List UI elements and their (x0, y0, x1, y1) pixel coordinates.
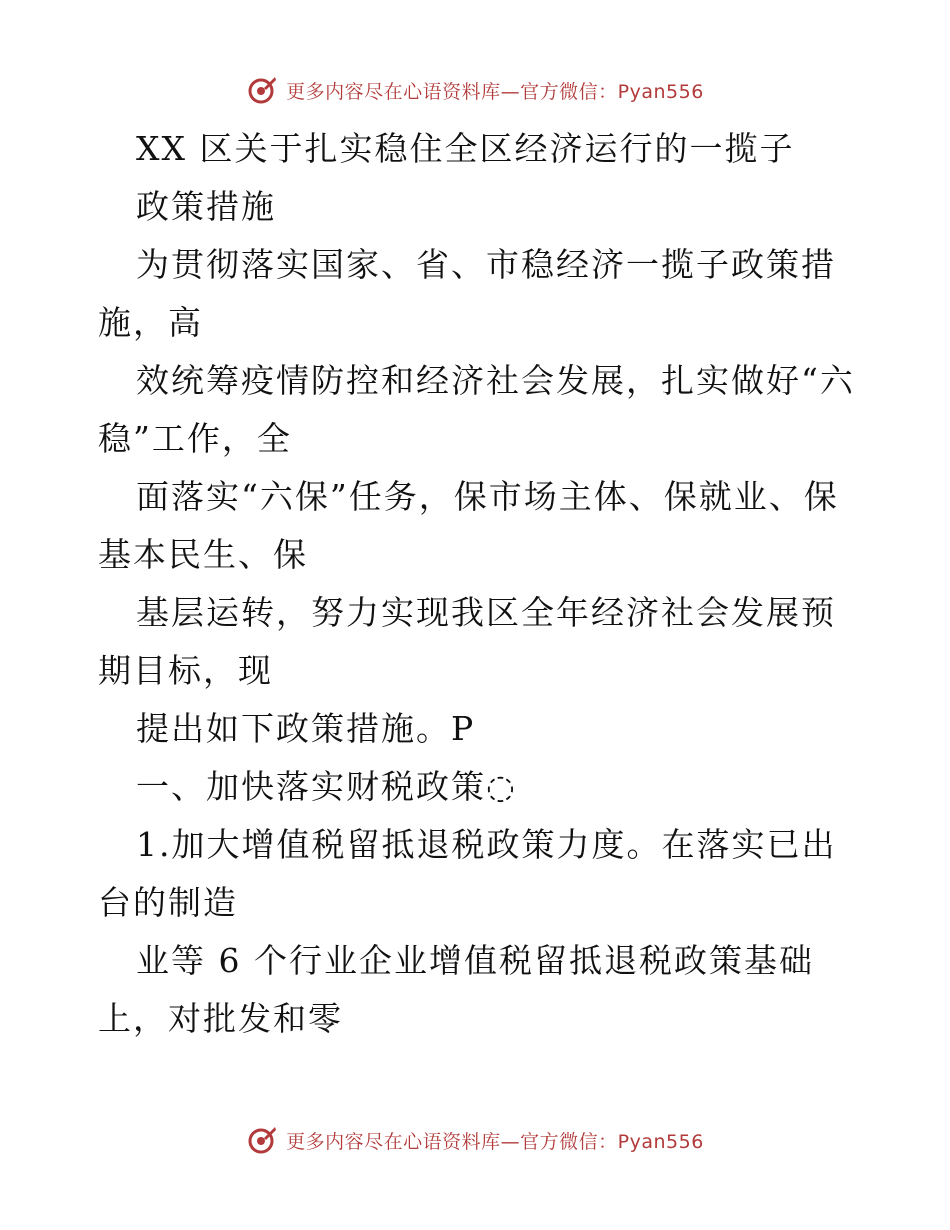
paragraph: 提出如下政策措施。P (136, 709, 476, 748)
paragraph: 政策措施 (136, 187, 276, 226)
paragraph: 业等 6 个行业企业增值税留抵退税政策基础上，对批发和零 (98, 941, 814, 1038)
paragraph: XX 区关于扎实稳住全区经济运行的一揽子 (136, 129, 795, 168)
watermark-footer (0, 1120, 950, 1160)
document-body (98, 120, 858, 1048)
quill-pen-circle-icon (246, 74, 278, 106)
watermark-header (0, 70, 950, 110)
watermark-text: 更多内容尽在心语资料库—官方微信：Pyan556 (286, 80, 704, 103)
paragraph: 面落实“六保”任务，保市场主体、保就业、保基本民生、保 (98, 477, 839, 574)
paragraph: 1.加大增值税留抵退税政策力度。在落实已出台的制造 (98, 825, 837, 922)
quill-pen-circle-icon (246, 1124, 278, 1156)
watermark-text: 更多内容尽在心语资料库—官方微信：Pyan556 (286, 1130, 704, 1153)
paragraph: 效统筹疫情防控和经济社会发展，扎实做好“六稳”工作，全 (98, 361, 855, 458)
paragraph: 为贯彻落实国家、省、市稳经济一揽子政策措施，高 (98, 245, 836, 342)
section-heading: 一、加快落实财税政策◌ (136, 767, 517, 806)
paragraph: 基层运转，努力实现我区全年经济社会发展预期目标，现 (98, 593, 836, 690)
